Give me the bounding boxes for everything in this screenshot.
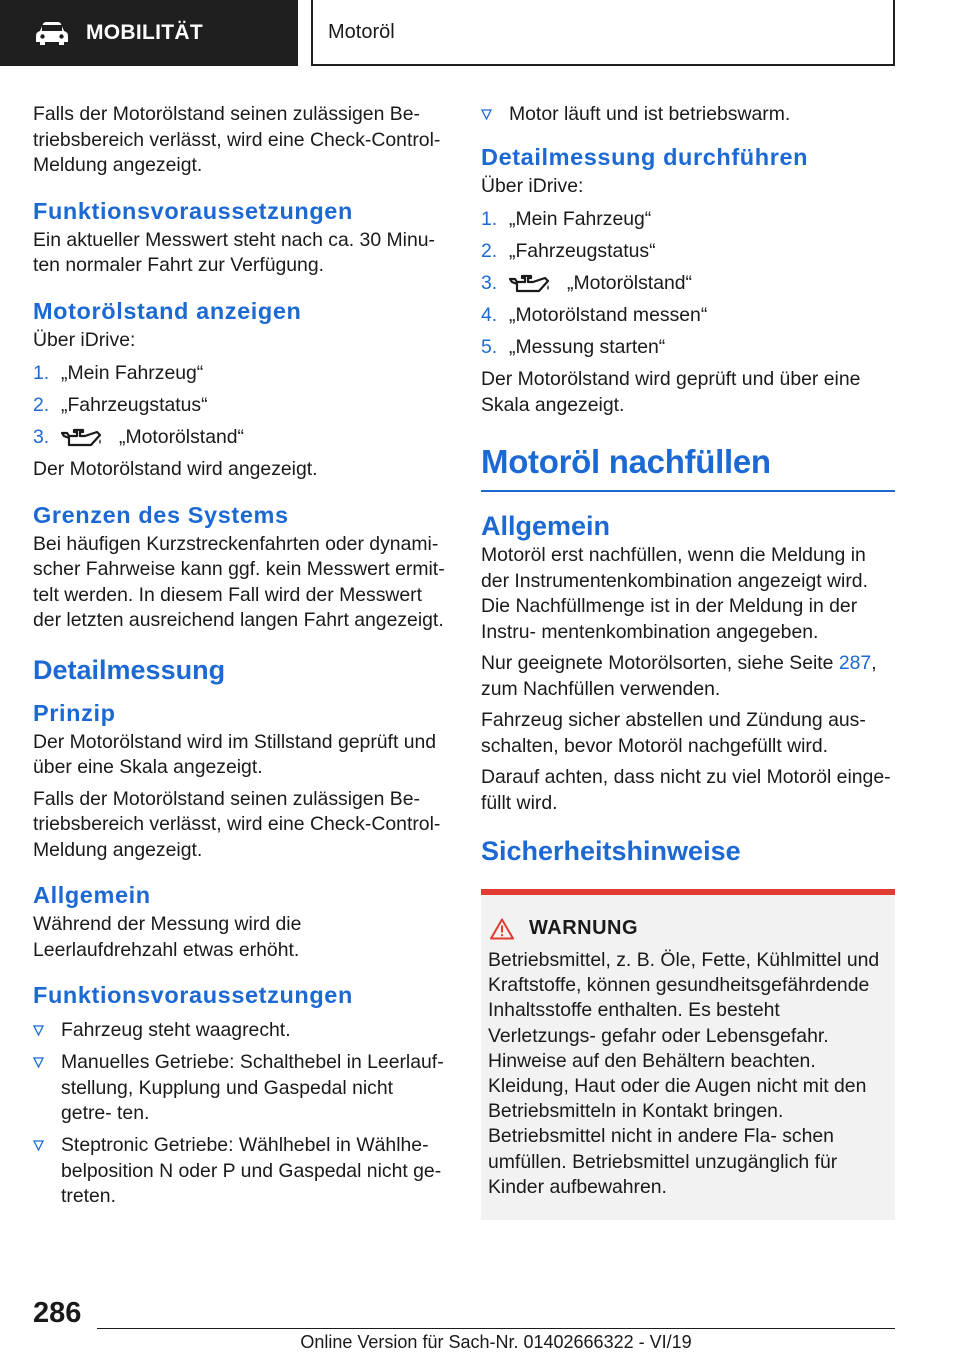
heading-system-limits: Grenzen des Systems <box>33 501 289 528</box>
principle-text-2: Falls der Motorölstand seinen zulässigen Be‐ triebsbereich verlässt, wird eine Check-Control- Meldung angezeigt. <box>33 787 441 861</box>
show-via-text: Über iDrive: <box>33 328 136 351</box>
chapter-title: Motoröl <box>328 20 395 43</box>
step-text: „Messung starten“ <box>509 336 666 358</box>
list-item <box>481 303 895 329</box>
oil-can-icon <box>61 427 103 449</box>
car-icon <box>34 20 70 46</box>
refill-text-2-post: , zum Nachfüllen verwenden. <box>481 652 877 700</box>
step-text: „Mein Fahrzeug“ <box>61 362 204 384</box>
triangle-bullet-icon <box>33 1057 44 1068</box>
list-item <box>481 335 895 361</box>
heading-show-oil-level: Motorölstand anzeigen <box>33 297 302 324</box>
refill-text-1: Motoröl erst nachfüllen, wenn die Meldung in der Instrumentenkombination angezeigt wird. Die Nachfüllmenge ist in der Meldung in der Instru‐ mentenkombination angegeben. <box>481 544 868 643</box>
triangle-bullet-icon <box>33 1025 44 1036</box>
show-steps-list <box>33 361 445 451</box>
list-item-text: Manuelles Getriebe: Schalthebel in Leerlauf‐ stellung, Kupplung und Gaspedal nicht getre‐ ten. <box>61 1051 444 1124</box>
left-column <box>33 102 445 1216</box>
footer-divider <box>97 1328 895 1329</box>
general-text: Während der Messung wird die Leerlaufdrehzahl etwas erhöht. <box>33 913 302 961</box>
triangle-bullet-icon <box>33 1140 44 1151</box>
heading-perform-detail-measurement: Detailmessung durchführen <box>481 143 809 170</box>
refill-text-4: Darauf achten, dass nicht zu viel Motoröl einge‐ füllt wird. <box>481 766 891 814</box>
list-item <box>481 239 895 265</box>
step-text: „Mein Fahrzeug“ <box>509 208 652 230</box>
heading-principle: Prinzip <box>33 699 116 726</box>
heading-safety: Sicherheitshinweise <box>481 836 741 866</box>
step-text: „Motorölstand messen“ <box>509 304 708 326</box>
list-item <box>481 271 895 297</box>
step-text: „Motorölstand“ <box>567 272 693 294</box>
func-requirements-list-cont <box>481 102 895 128</box>
warning-triangle-icon <box>490 918 514 940</box>
step-number: 3. <box>33 426 50 448</box>
intro-text: Falls der Motorölstand seinen zulässigen Be‐ triebsbereich verlässt, wird eine Check-Control- Meldung angezeigt. <box>33 103 441 176</box>
refill-text-2 <box>481 651 895 702</box>
warning-text: Betriebsmittel, z. B. Öle, Fette, Kühlmittel und Kraftstoffe, können gesundheitsgefährdende Inhaltsstoffe enthalten. Es besteht Verletzungs‐ gefahr oder Lebensgefahr. Hinweise auf den Behältern beachten. Kleidung, Haut oder die Augen nicht mit den Betriebsmitteln in Kontakt bringen. Betriebsmittel nicht in andere Fla‐ schen umfüllen. Betriebsmittel unzugänglich für Kinder aufbewahren. <box>488 949 880 1198</box>
step-number: 5. <box>481 336 498 358</box>
principle-text-1: Der Motorölstand wird im Stillstand geprüft und über eine Skala angezeigt. <box>33 730 437 778</box>
perform-via-text: Über iDrive: <box>481 174 584 197</box>
heading-general: Allgemein <box>33 882 151 908</box>
step-number: 3. <box>481 272 498 294</box>
step-number: 2. <box>481 240 498 262</box>
triangle-bullet-icon <box>481 109 492 120</box>
footer-text: Online Version für Sach-Nr. 01402666322 - VI/19 <box>300 1332 692 1352</box>
step-number: 1. <box>33 362 50 384</box>
list-item <box>33 1133 445 1210</box>
step-number: 2. <box>33 394 50 416</box>
warning-header <box>488 917 888 940</box>
heading-func-requirements-2: Funktionsvoraussetzungen <box>33 982 353 1008</box>
section-tab <box>0 0 298 66</box>
func-requirements-text: Ein aktueller Messwert steht nach ca. 30 Minu‐ ten normaler Fahrt zur Verfügung. <box>33 228 435 276</box>
list-item <box>481 102 895 128</box>
func-requirements-list <box>33 1018 445 1210</box>
refill-text-2-pre: Nur geeignete Motorölsorten, siehe Seite <box>481 652 839 674</box>
system-limits-text: Bei häufigen Kurzstreckenfahrten oder dynami‐ scher Fahrweise kann ggf. kein Messwert ermit‐ telt werden. In diesem Fall wird der Messwert der letzten ausreichend langen Fahrt angezeigt. <box>33 532 445 631</box>
step-number: 4. <box>481 304 498 326</box>
list-item-text: Fahrzeug steht waagrecht. <box>61 1019 291 1041</box>
warning-box <box>481 889 895 1220</box>
step-number: 1. <box>481 208 498 230</box>
perform-result-text: Der Motorölstand wird geprüft und über eine Skala angezeigt. <box>481 368 861 416</box>
list-item-text: Motor läuft und ist betriebswarm. <box>509 103 791 125</box>
list-item-text: Steptronic Getriebe: Wählhebel in Wählhe‐ belposition N oder P und Gaspedal nicht ge‐ treten. <box>61 1134 442 1207</box>
heading-general-refill: Allgemein <box>481 511 611 541</box>
page-header <box>0 0 960 66</box>
page-number: 286 <box>33 1297 82 1329</box>
refill-text-3: Fahrzeug sicher abstellen und Zündung aus‐ schalten, bevor Motoröl nachgefüllt wird. <box>481 709 866 757</box>
list-item <box>33 393 445 419</box>
right-column <box>481 102 895 1220</box>
heading-detail-measurement: Detailmessung <box>33 654 226 685</box>
step-text: „Motorölstand“ <box>119 426 245 448</box>
show-result-text: Der Motorölstand wird angezeigt. <box>33 458 318 480</box>
step-text: „Fahrzeugstatus“ <box>61 394 208 416</box>
oil-can-icon <box>509 273 551 295</box>
list-item <box>33 361 445 387</box>
list-item <box>33 425 445 451</box>
list-item <box>481 207 895 233</box>
perform-steps-list <box>481 207 895 361</box>
heading-refill-oil: Motoröl nachfüllen <box>481 441 895 492</box>
page-reference-link[interactable]: 287 <box>838 652 872 674</box>
list-item <box>33 1018 445 1044</box>
step-text: „Fahrzeugstatus“ <box>509 240 656 262</box>
section-label: MOBILITÄT <box>86 21 204 44</box>
list-item <box>33 1050 445 1127</box>
heading-func-requirements: Funktionsvoraussetzungen <box>33 197 353 224</box>
chapter-title-box <box>311 0 895 66</box>
warning-label: WARNUNG <box>529 917 639 939</box>
